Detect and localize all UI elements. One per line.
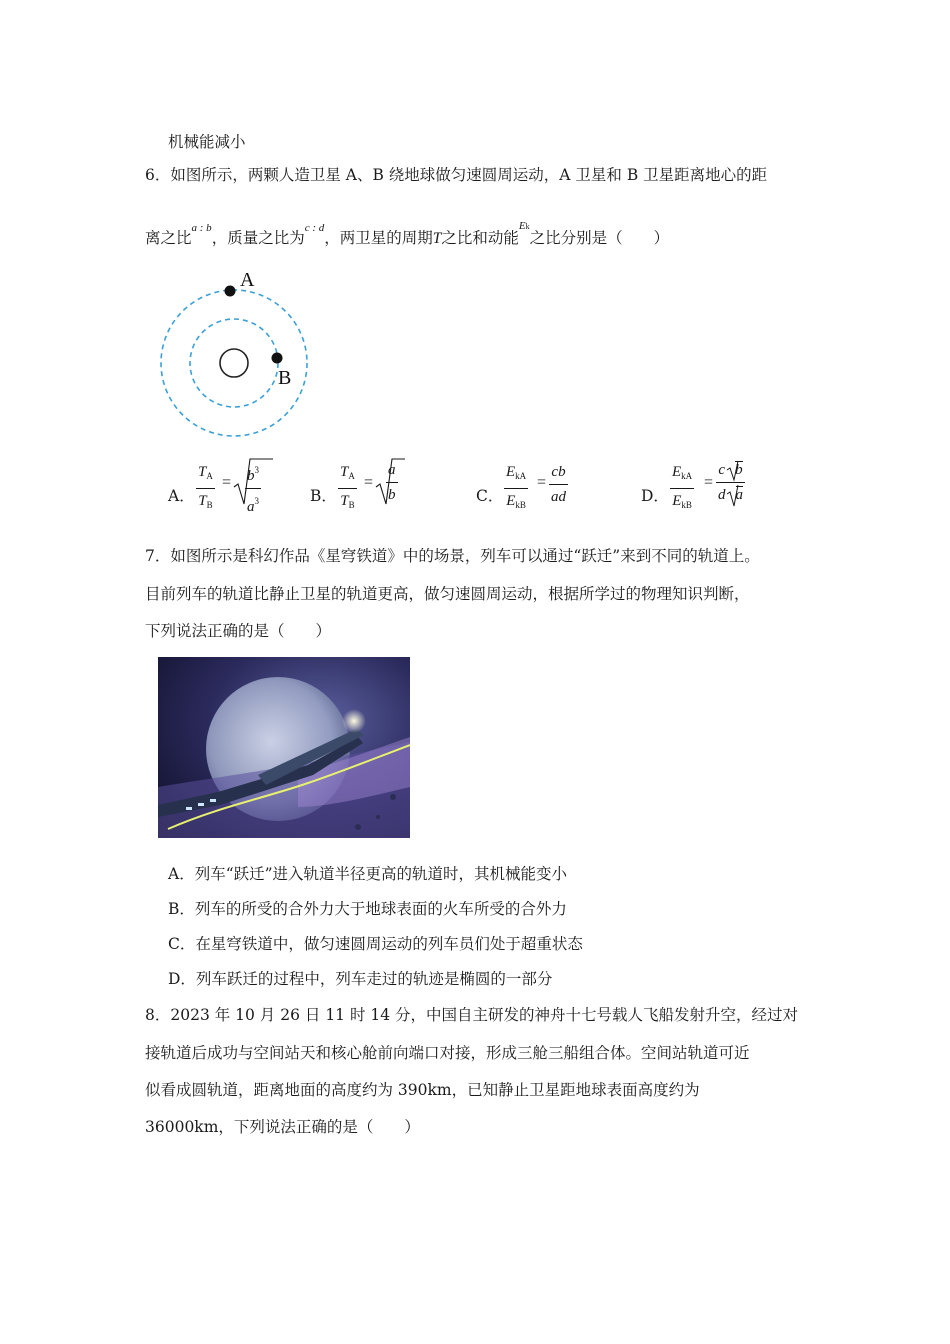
orbit-diagram — [150, 262, 320, 447]
q6-option-c-lhs: $E_{kA}$ $E_{kB}$ — [506, 464, 527, 510]
satellite-b-dot — [272, 353, 283, 364]
train-headlight — [342, 709, 366, 733]
earth-circle — [220, 349, 248, 377]
q7-option-d: D．列车跃迁的过程中，列车走过的轨迹是椭圆的一部分 — [168, 970, 553, 988]
satellite-a-dot — [225, 286, 236, 297]
previous-option-continuation: 机械能减小 — [168, 133, 246, 151]
q7-stem-line1: 7．如图所示是科幻作品《星穹铁道》中的场景，列车可以通过“跃迁”来到不同的轨道上。 — [145, 547, 760, 565]
q6-period-symbol: T — [432, 230, 442, 247]
q6-option-b-label: B． — [310, 487, 337, 505]
q6-option-d-lhs: $E_{kA}$ $E_{kB}$ — [672, 464, 693, 510]
q6-text-period: ，两卫星的周期 — [324, 229, 433, 247]
star-rail-scene-image — [158, 657, 410, 838]
q6-option-d-sqrt-signs — [726, 460, 742, 508]
q6-option-d-equals: = — [704, 474, 714, 491]
q6-option-a-rhs: $b^3$ $a^3$ — [247, 465, 259, 515]
q7-option-a: A．列车“跃迁”进入轨道半径更高的轨道时，其机械能变小 — [168, 865, 568, 883]
q6-option-c-label: C． — [476, 487, 504, 505]
q6-ratio-cd: c : d — [304, 222, 325, 234]
satellite-b-label: B — [278, 367, 292, 389]
q8-stem-line3: 似看成圆轨道，距离地面的高度约为 390km，已知静止卫星距地球表面高度约为 — [145, 1081, 700, 1099]
q6-option-d-rhs: c b d a — [718, 462, 743, 503]
q6-text-ratio-intro: 离之比 — [145, 229, 192, 247]
q6-text-mass: ，质量之比为 — [211, 229, 305, 247]
q6-option-c-rhs: cb ad — [551, 464, 566, 505]
q7-option-b: B．列车的所受的合外力大于地球表面的火车所受的合外力 — [168, 900, 567, 918]
q7-option-c: C．在星穹铁道中，做匀速圆周运动的列车员们处于超重状态 — [168, 935, 583, 953]
q6-option-b-rhs: a b — [388, 462, 396, 503]
q6-ratio-ab: a : b — [191, 222, 212, 234]
q6-option-a-equals: = — [222, 474, 232, 491]
q6-option-c-equals: = — [537, 474, 547, 491]
q6-option-d-label: D． — [641, 487, 669, 505]
q6-option-b-lhs: $T_A$ $T_B$ — [340, 464, 355, 510]
q8-stem-line1: 8．2023 年 10 月 26 日 11 时 14 分，中国自主研发的神舟十七号载人飞船发射升空，经过对 — [145, 1006, 799, 1024]
q6-option-a-lhs: $T_A$ $T_B$ — [198, 464, 213, 510]
q6-option-b-equals: = — [364, 474, 374, 491]
q7-stem-line2: 目前列车的轨道比静止卫星的轨道更高，做匀速圆周运动，根据所学过的物理知识判断， — [145, 585, 750, 603]
q8-stem-line4: 36000km，下列说法正确的是（ ） — [145, 1118, 420, 1136]
q8-stem-line2: 接轨道后成功与空间站天和核心舱前向端口对接，形成三舱三船组合体。空间站轨道可近 — [145, 1044, 750, 1062]
q6-ek-symbol: Ek — [518, 220, 530, 232]
q6-text-end: 之比分别是（ ） — [529, 229, 670, 247]
q6-stem-line2 — [145, 220, 670, 248]
q6-stem-line1: 6．如图所示，两颗人造卫星 A、B 绕地球做匀速圆周运动，A 卫星和 B 卫星距离地心的距 — [145, 166, 768, 184]
satellite-a-label: A — [240, 269, 255, 291]
q6-text-ek: 之比和动能 — [441, 229, 519, 247]
q6-option-a-label: A． — [168, 487, 195, 505]
q7-stem-line3: 下列说法正确的是（ ） — [145, 622, 332, 640]
